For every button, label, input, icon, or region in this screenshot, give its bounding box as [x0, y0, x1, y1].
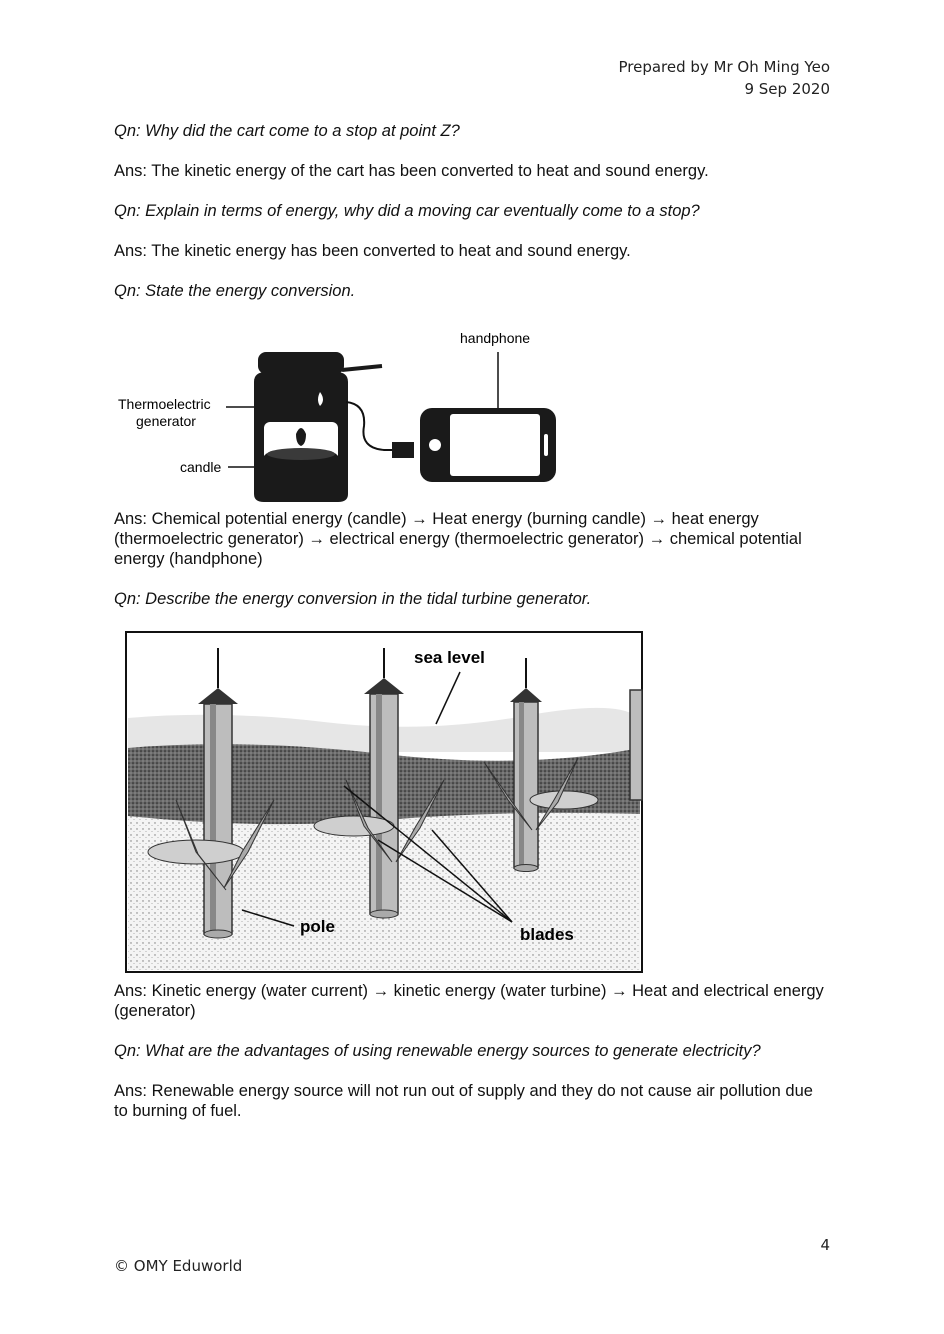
- question-2: Qn: Explain in terms of energy, why did a moving car eventually come to a stop?: [114, 202, 700, 220]
- generator-label-line2: generator: [136, 413, 196, 429]
- answer-5: Ans: Renewable energy source will not run out of supply and they do not cause air pollution due to burning of fuel.: [114, 1082, 813, 1120]
- page-number: 4: [820, 1236, 830, 1254]
- answer-4: Ans: Kinetic energy (water current) → kinetic energy (water turbine) → Heat and electrical energy (generator): [114, 982, 824, 1020]
- answer-2: Ans: The kinetic energy has been converted to heat and sound energy.: [114, 242, 631, 260]
- blades-label: blades: [520, 925, 574, 944]
- date-line: 9 Sep 2020: [744, 80, 830, 98]
- generator-label-line1: Thermoelectric: [118, 396, 211, 412]
- question-1: Qn: Why did the cart come to a stop at point Z?: [114, 122, 460, 140]
- question-4: Qn: Describe the energy conversion in the tidal turbine generator.: [114, 590, 592, 608]
- pole-label: pole: [300, 917, 335, 936]
- question-3: Qn: State the energy conversion.: [114, 282, 356, 300]
- sea-level-label: sea level: [414, 648, 485, 667]
- tidal-turbine-figure: [124, 630, 646, 976]
- answer-3: Ans: Chemical potential energy (candle) → Heat energy (burning candle) → heat energy (thermoelectric generator) → electrical energy (thermoelectric generator) → chemical potential energy (handphone): [114, 510, 802, 568]
- copyright-footer: © OMY Eduworld: [114, 1257, 243, 1275]
- thermoelectric-generator-figure: [110, 322, 570, 508]
- candle-label: candle: [180, 459, 222, 475]
- question-5: Qn: What are the advantages of using renewable energy sources to generate electricity?: [114, 1042, 761, 1060]
- handphone-label: handphone: [460, 330, 531, 346]
- page-header: [618, 56, 830, 100]
- answer-1: Ans: The kinetic energy of the cart has been converted to heat and sound energy.: [114, 162, 709, 180]
- author-line: Prepared by Mr Oh Ming Yeo: [618, 58, 830, 76]
